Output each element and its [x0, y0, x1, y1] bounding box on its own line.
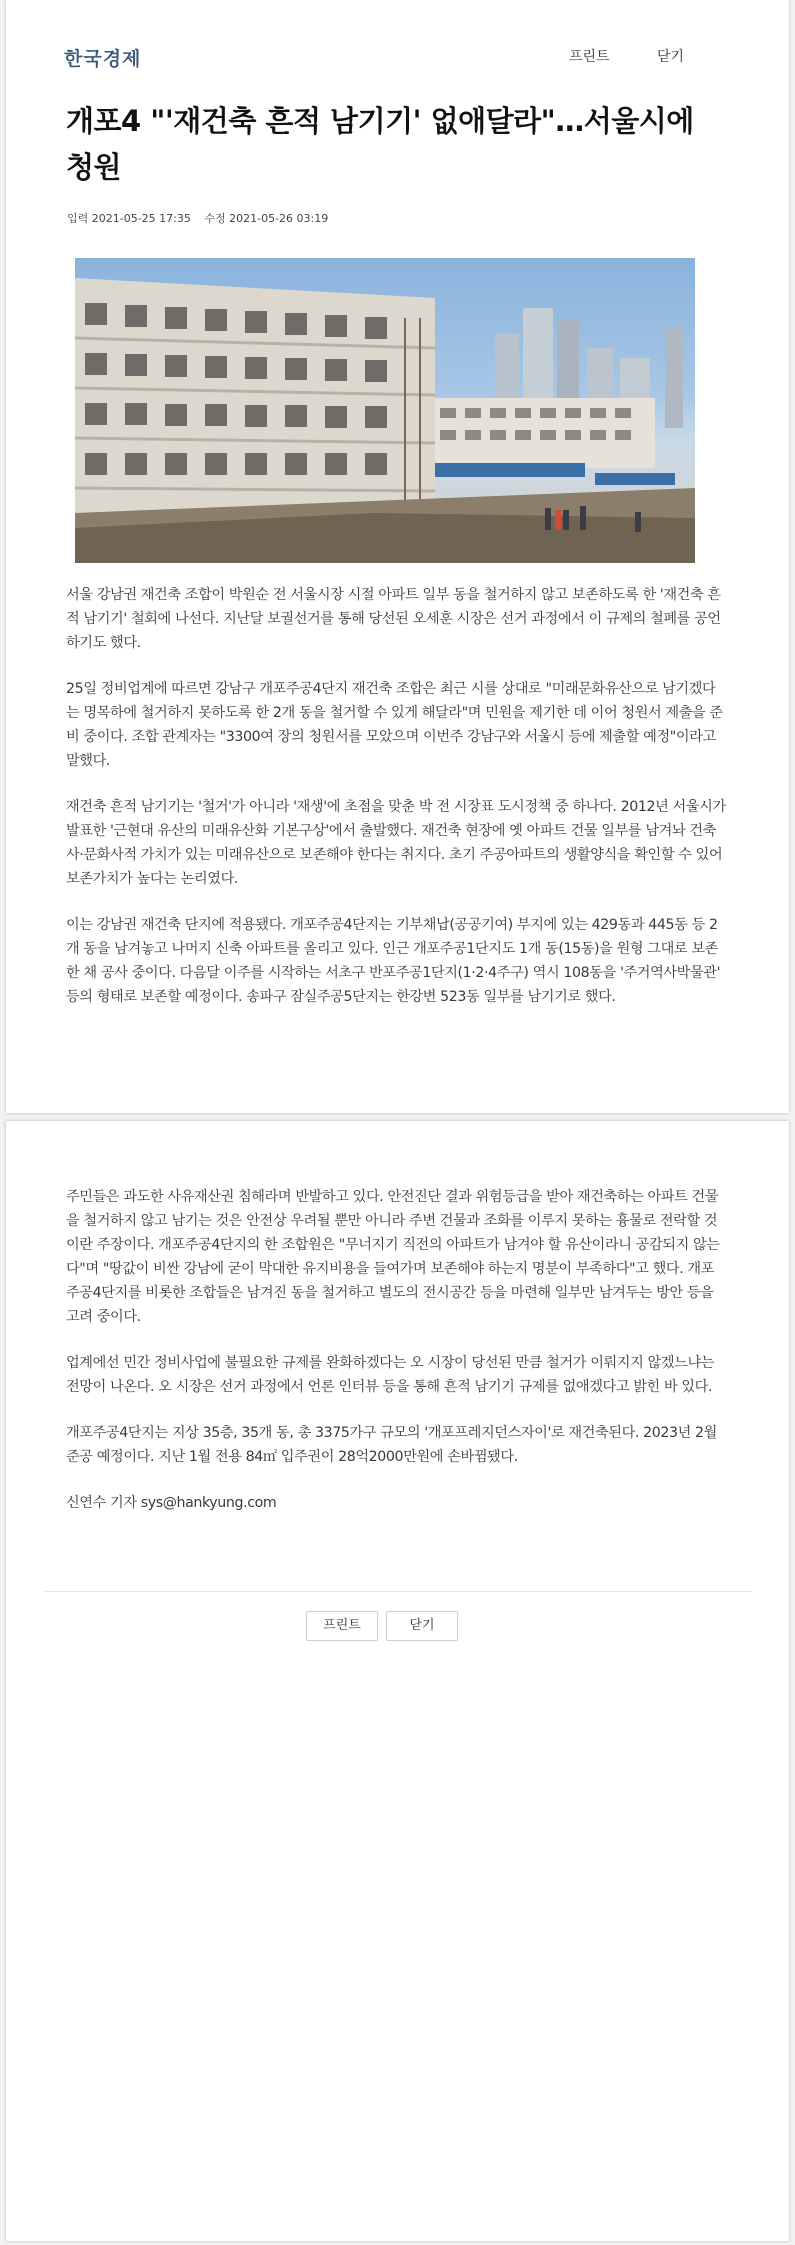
- article-body-page2: [66, 1185, 726, 1537]
- article-paragraph: 주민들은 과도한 사유재산권 침해라며 반발하고 있다. 안전진단 결과 위험등급을 받아 재건축하는 아파트 건물을 철거하지 않고 남기는 것은 안전상 우려될 뿐만 아니라 주변 건물과 조화를 이루지 못하는 흉물로 전락할 것이란 주장이다. 개포주공4단지의 한 조합원은 "무너지기 직전의 아파트가 남겨야 할 유산이라니 공감되지 않는다"며 "땅값이 비싼 강남에 굳이 막대한 유지비용을 들여가며 보존해야 하는지 명분이 부족하다"고 했다. 개포주공4단지를 비롯한 조합들은 남겨진 동을 철거하고 별도의 전시공간 등을 마련해 일부만 남겨두는 방안 등을 고려 중이다.: [66, 1189, 720, 1325]
- article-paragraph: 개포주공4단지는 지상 35층, 35개 동, 총 3375가구 규모의 '개포프레지던스자이'로 재건축된다. 2023년 2월 준공 예정이다. 지난 1월 전용 84㎡ 입주권이 28억2000만원에 손바뀜됐다.: [66, 1425, 717, 1465]
- print-button[interactable]: 프린트: [569, 49, 610, 65]
- modified-date: 수정 2021-05-26 03:19: [204, 212, 329, 225]
- article-paragraph: 25일 정비업계에 따르면 강남구 개포주공4단지 재건축 조합은 최근 시를 상대로 "미래문화유산으로 남기겠다는 명목하에 철거하지 못하도록 한 2개 동을 철거할 수 있게 해달라"며 민원을 제기한 데 이어 청원서 제출을 준비 중이다. 조합 관계자는 "3300여 장의 청원서를 모았으며 이번주 강남구와 서울시 등에 제출할 예정"이라고 말했다.: [66, 681, 723, 769]
- brand-logo: 한국경제: [64, 48, 142, 70]
- article-headline: 개포4 "'재건축 흔적 남기기' 없애달라"…서울시에 청원: [66, 104, 694, 184]
- article-paragraph: 재건축 흔적 남기기는 '철거'가 아니라 '재생'에 초점을 맞춘 박 전 시장표 도시정책 중 하나다. 2012년 서울시가 발표한 '근현대 유산의 미래유산화 기본구상'에서 출발했다. 재건축 현장에 옛 아파트 건물 일부를 남겨놔 건축사·문화사적 가치가 있는 미래유산으로 보존해야 한다는 취지다. 초기 주공아파트의 생활양식을 확인할 수 있어 보존가치가 높다는 논리였다.: [66, 799, 726, 887]
- article-body-page1: [66, 583, 726, 1031]
- print-button-bottom[interactable]: 프린트: [306, 1611, 378, 1641]
- article-paragraph: 이는 강남권 재건축 단지에 적용됐다. 개포주공4단지는 기부채납(공공기여) 부지에 있는 429동과 445동 등 2개 동을 남겨놓고 나머지 신축 아파트를 올리고 있다. 인근 개포주공1단지도 1개 동(15동)을 원형 그대로 보존한 채 공사 중이다. 다음달 이주를 시작하는 서초구 반포주공1단지(1·2·4주구) 역시 108동을 '주거역사박물관' 등의 형태로 보존할 예정이다. 송파구 잠실주공5단지는 한강변 523동 일부를 남기기로 했다.: [66, 917, 721, 1005]
- article-paragraph: 서울 강남권 재건축 조합이 박원순 전 서울시장 시절 아파트 일부 동을 철거하지 않고 보존하도록 한 '재건축 흔적 남기기' 철회에 나선다. 지난달 보궐선거를 통해 당선된 오세훈 시장은 선거 과정에서 이 규제의 철폐를 공언하기도 했다.: [66, 587, 721, 651]
- article-meta: [67, 210, 338, 226]
- page-sheet-1: [6, 0, 789, 1113]
- article-paragraph: 업계에선 민간 정비사업에 불필요한 규제를 완화하겠다는 오 시장이 당선된 만큼 철거가 이뤄지지 않겠느냐는 전망이 나온다. 오 시장은 선거 과정에서 언론 인터뷰 등을 통해 흔적 남기기 규제를 없애겠다고 밝힌 바 있다.: [66, 1355, 715, 1395]
- close-button-bottom[interactable]: 닫기: [386, 1611, 458, 1641]
- input-date: 입력 2021-05-25 17:35: [67, 212, 191, 225]
- footer-divider: [44, 1591, 751, 1592]
- reporter-byline: 신연수 기자 sys@hankyung.com: [66, 1495, 277, 1511]
- close-button[interactable]: 닫기: [657, 49, 685, 65]
- apartment-construction-photo: [75, 258, 695, 563]
- page-sheet-2: [6, 1121, 789, 2241]
